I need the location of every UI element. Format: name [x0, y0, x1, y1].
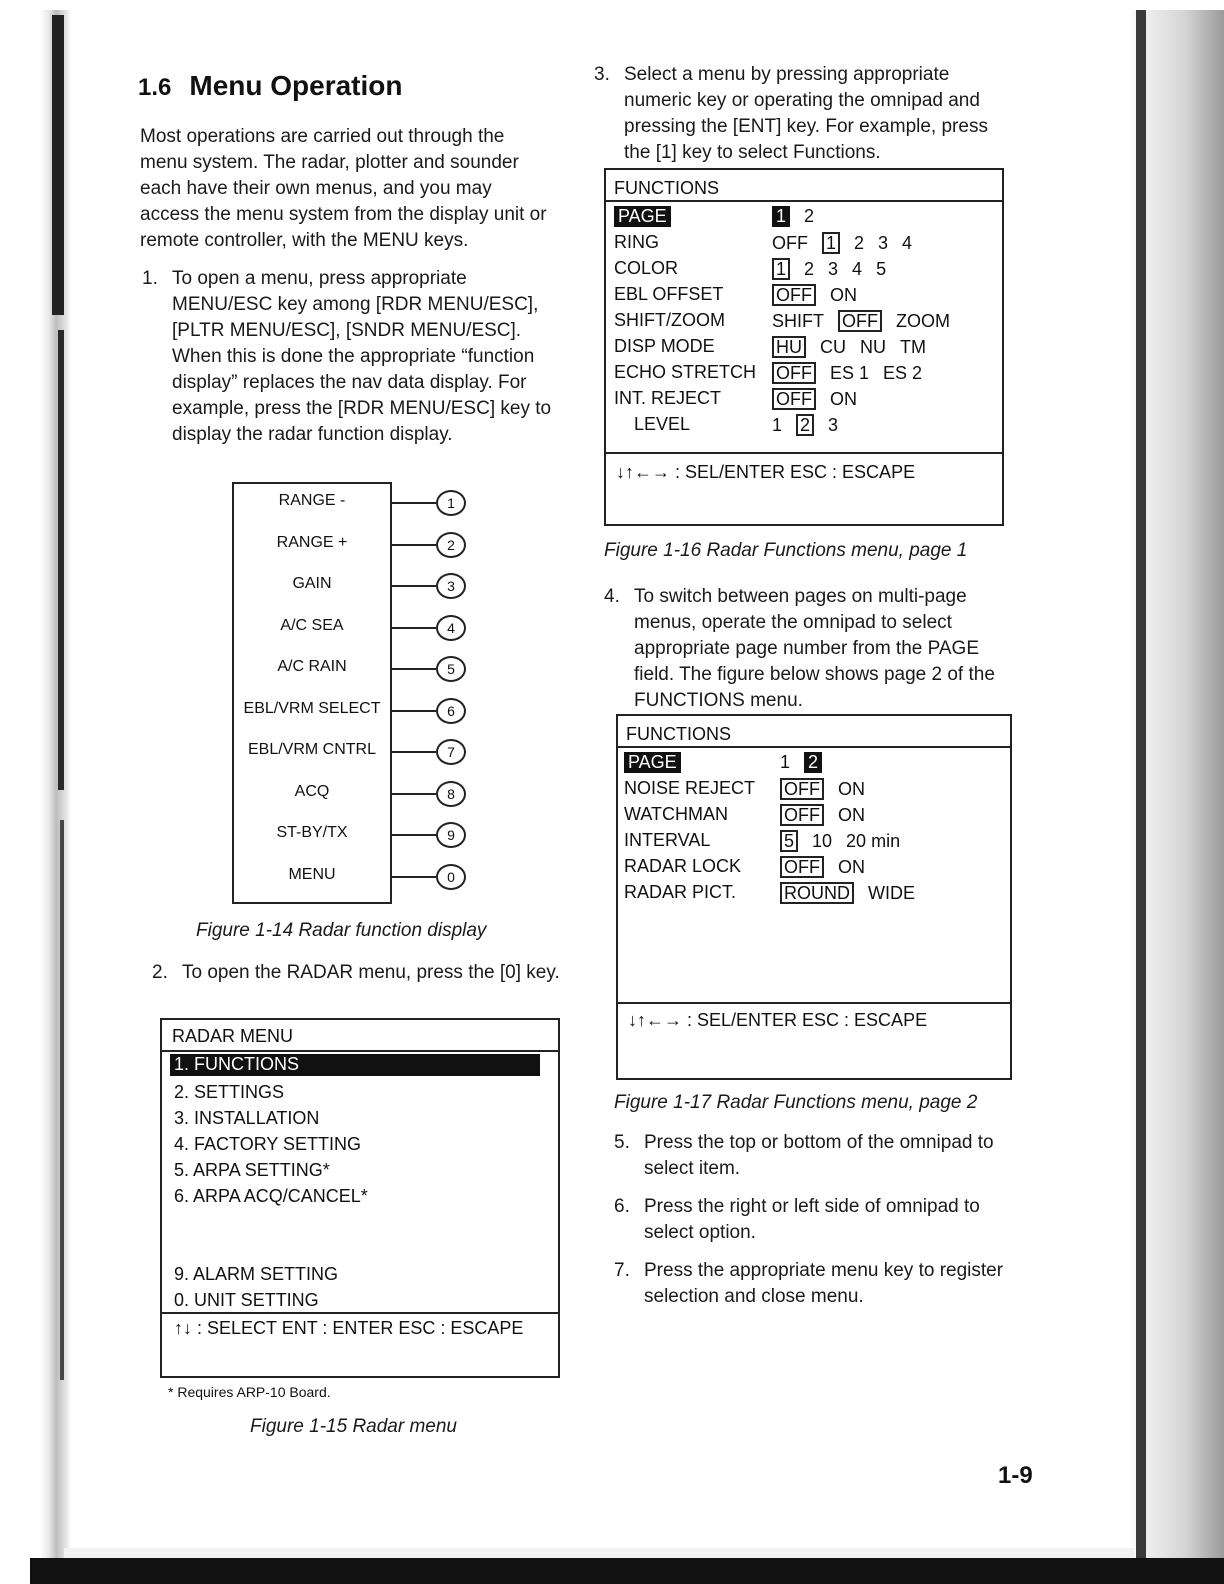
- menu-item-settings[interactable]: 2. SETTINGS: [174, 1082, 285, 1102]
- section-number: 1.6: [138, 74, 172, 101]
- divider: [162, 1050, 558, 1052]
- intro-paragraph: Most operations are carried out through the menu system. The radar, plotter and sounder each have their own menus, and you may access the menu system from the display unit or remote controller, with the MENU keys.: [140, 126, 547, 251]
- menu-item-arpa-setting[interactable]: 5. ARPA SETTING*: [174, 1160, 330, 1180]
- menu-item-arpa-acq-cancel[interactable]: 6. ARPA ACQ/CANCEL*: [174, 1186, 368, 1206]
- divider: [606, 200, 1002, 202]
- setting-options: [772, 310, 964, 332]
- setting-label[interactable]: INTERVAL: [624, 830, 711, 850]
- key-number-badge: 9: [436, 822, 466, 848]
- radar-menu: [160, 1018, 560, 1378]
- menu-item-unit-setting[interactable]: 0. UNIT SETTING: [174, 1290, 319, 1310]
- menu-footer: ↓↑←→ : SEL/ENTER ESC : ESCAPE: [628, 1010, 928, 1030]
- option-value[interactable]: ES 1: [830, 363, 870, 383]
- function-key-label[interactable]: EBL/VRM CNTRL: [247, 741, 377, 758]
- scan-shadow-left: [58, 330, 64, 790]
- option-value[interactable]: 10: [812, 831, 833, 851]
- key-connector: [390, 710, 436, 712]
- function-key-label[interactable]: MENU: [288, 865, 336, 883]
- option-value[interactable]: CU: [820, 337, 846, 357]
- setting-options: [780, 830, 914, 852]
- function-key-label[interactable]: RANGE -: [278, 492, 346, 509]
- setting-options: [780, 882, 929, 904]
- option-value[interactable]: 1: [780, 752, 791, 772]
- step-text: To open a menu, press appropriate MENU/ESC key among [RDR MENU/ESC], [PLTR MENU/ESC], [SNDR MENU/ESC]. When this is done the appropriate “function display” replaces the nav data display. For example, press the [RDR MENU/ESC] key to display the radar function display.: [172, 268, 552, 445]
- menu-title: RADAR MENU: [172, 1026, 294, 1046]
- key-number-badge: 4: [436, 615, 466, 641]
- setting-options: [772, 284, 871, 306]
- option-value[interactable]: TM: [900, 337, 926, 357]
- option-value[interactable]: 1: [772, 206, 790, 227]
- option-value[interactable]: 4: [852, 259, 863, 279]
- step-number: 2.: [152, 962, 168, 983]
- step-text: Press the appropriate menu key to register selection and close menu.: [644, 1260, 1004, 1307]
- option-value[interactable]: 2: [804, 206, 815, 226]
- functions-menu-page-2: [616, 714, 1012, 1080]
- divider: [618, 1002, 1010, 1004]
- function-key-label[interactable]: ST-BY/TX: [276, 824, 348, 841]
- setting-options: [780, 752, 836, 773]
- option-value[interactable]: 2: [854, 233, 865, 253]
- setting-options: [772, 362, 936, 384]
- menu-item-installation[interactable]: 3. INSTALLATION: [174, 1108, 320, 1128]
- divider: [618, 746, 1010, 748]
- section-title: Menu Operation: [189, 70, 403, 101]
- key-connector: [390, 876, 436, 878]
- option-value[interactable]: 2: [796, 414, 814, 436]
- setting-label[interactable]: PAGE: [614, 206, 671, 227]
- step-1: [142, 266, 554, 448]
- setting-options: [772, 414, 852, 436]
- setting-options: [780, 856, 879, 878]
- option-value[interactable]: 5: [876, 259, 887, 279]
- step-text: To switch between pages on multi-page menus, operate the omnipad to select appropriate page number from the PAGE field. The figure below shows page 2 of the FUNCTIONS menu.: [634, 586, 995, 711]
- step-text: Press the right or left side of omnipad to select option.: [644, 1196, 980, 1243]
- key-connector: [390, 502, 436, 504]
- key-connector: [390, 627, 436, 629]
- option-value[interactable]: ON: [838, 857, 865, 877]
- setting-options: [772, 336, 940, 358]
- option-value[interactable]: 1: [772, 258, 790, 280]
- setting-label[interactable]: ECHO STRETCH: [614, 362, 757, 382]
- option-value[interactable]: NU: [860, 337, 886, 357]
- option-value[interactable]: ES 2: [883, 363, 923, 383]
- step-number: 1.: [142, 268, 158, 289]
- scan-shadow-left: [60, 820, 64, 1380]
- key-number-badge: 3: [436, 573, 466, 599]
- scan-shadow-left: [52, 15, 64, 315]
- option-value[interactable]: 1: [822, 232, 840, 254]
- key-number-badge: 2: [436, 532, 466, 558]
- option-value[interactable]: ON: [830, 285, 857, 305]
- step-number: 6.: [614, 1196, 630, 1217]
- step-5: [614, 1130, 1028, 1182]
- setting-options: [772, 388, 871, 410]
- setting-label[interactable]: PAGE: [624, 752, 681, 773]
- key-connector: [390, 793, 436, 795]
- key-connector: [390, 834, 436, 836]
- step-number: 7.: [614, 1260, 630, 1281]
- step-3: [594, 62, 1008, 166]
- option-value[interactable]: OFF: [772, 362, 816, 384]
- function-key-label[interactable]: RANGE +: [276, 533, 348, 551]
- step-4: [604, 584, 1018, 714]
- step-2: [152, 960, 568, 986]
- option-value[interactable]: 20 min: [846, 831, 901, 851]
- step-number: 3.: [594, 64, 610, 85]
- functions-menu-page-1: [604, 168, 1004, 526]
- step-text: Select a menu by pressing appropriate numeric key or operating the omnipad and pressing the [ENT] key. For example, press the [1] key to select Functions.: [624, 64, 988, 163]
- function-key-label[interactable]: A/C RAIN: [277, 658, 347, 675]
- menu-item-factory-setting[interactable]: 4. FACTORY SETTING: [174, 1134, 362, 1154]
- option-value[interactable]: OFF: [772, 233, 808, 253]
- option-value[interactable]: ZOOM: [896, 311, 950, 331]
- option-value[interactable]: OFF: [772, 388, 816, 410]
- step-text: Press the top or bottom of the omnipad to select item.: [644, 1132, 994, 1179]
- figure-caption: Figure 1-14 Radar function display: [196, 920, 487, 941]
- option-value[interactable]: WIDE: [868, 883, 915, 903]
- function-key-label[interactable]: A/C SEA: [280, 616, 344, 634]
- option-value[interactable]: 2: [804, 259, 815, 279]
- function-key-label[interactable]: GAIN: [292, 575, 332, 592]
- setting-label[interactable]: RADAR LOCK: [624, 856, 742, 876]
- figure-caption: Figure 1-15 Radar menu: [250, 1416, 457, 1437]
- option-value[interactable]: 3: [828, 259, 839, 279]
- option-value[interactable]: 3: [878, 233, 889, 253]
- option-value[interactable]: 4: [902, 233, 913, 253]
- option-value[interactable]: ROUND: [780, 882, 854, 904]
- setting-options: [772, 206, 828, 227]
- setting-label[interactable]: DISP MODE: [614, 336, 715, 356]
- key-number-badge: 8: [436, 781, 466, 807]
- scan-shadow-right: [1136, 10, 1146, 1584]
- divider: [606, 452, 1002, 454]
- setting-label[interactable]: SHIFT/ZOOM: [614, 310, 725, 330]
- figure-caption: Figure 1-17 Radar Functions menu, page 2: [614, 1092, 978, 1113]
- key-number-badge: 6: [436, 698, 466, 724]
- step-text: To open the RADAR menu, press the [0] key.: [182, 962, 560, 983]
- setting-label[interactable]: EBL OFFSET: [614, 284, 724, 304]
- option-value[interactable]: OFF: [780, 804, 824, 826]
- setting-options: [780, 804, 879, 826]
- setting-label[interactable]: WATCHMAN: [624, 804, 728, 824]
- menu-item-functions[interactable]: 1. FUNCTIONS: [170, 1054, 540, 1076]
- key-number-badge: 7: [436, 739, 466, 765]
- setting-options: [772, 258, 900, 280]
- function-key-label[interactable]: EBL/VRM SELECT: [243, 699, 381, 717]
- option-value[interactable]: HU: [772, 336, 806, 358]
- step-number: 5.: [614, 1132, 630, 1153]
- menu-footer: ↓↑←→ : SEL/ENTER ESC : ESCAPE: [616, 462, 916, 482]
- option-value[interactable]: SHIFT: [772, 311, 824, 331]
- setting-options: [772, 232, 926, 254]
- option-value[interactable]: ON: [830, 389, 857, 409]
- setting-label[interactable]: NOISE REJECT: [624, 778, 756, 798]
- option-value[interactable]: OFF: [780, 778, 824, 800]
- setting-options: [780, 778, 879, 800]
- option-value[interactable]: OFF: [772, 284, 816, 306]
- option-value[interactable]: ON: [838, 805, 865, 825]
- scan-shadow-bottom: [30, 1558, 1224, 1584]
- menu-footer: ↑↓ : SELECT ENT : ENTER ESC : ESCAPE: [174, 1318, 524, 1338]
- section-heading: [138, 70, 403, 102]
- key-connector: [390, 585, 436, 587]
- option-value[interactable]: 1: [772, 415, 783, 435]
- option-value[interactable]: ON: [838, 779, 865, 799]
- option-value[interactable]: OFF: [780, 856, 824, 878]
- key-connector: [390, 751, 436, 753]
- option-value[interactable]: 5: [780, 830, 798, 852]
- option-value[interactable]: 2: [804, 752, 822, 773]
- function-key-label[interactable]: ACQ: [294, 782, 330, 800]
- setting-label[interactable]: RADAR PICT.: [624, 882, 737, 902]
- footnote: * Requires ARP-10 Board.: [168, 1384, 331, 1400]
- step-6: [614, 1194, 1028, 1246]
- option-value[interactable]: 3: [828, 415, 839, 435]
- page-number: 1-9: [998, 1462, 1033, 1489]
- step-number: 4.: [604, 586, 620, 607]
- setting-label[interactable]: INT. REJECT: [614, 388, 722, 408]
- setting-label[interactable]: LEVEL: [634, 414, 691, 434]
- key-number-badge: 0: [436, 864, 466, 890]
- key-connector: [390, 544, 436, 546]
- key-number-badge: 1: [436, 490, 466, 516]
- menu-item-alarm-setting[interactable]: 9. ALARM SETTING: [174, 1264, 339, 1284]
- figure-caption: Figure 1-16 Radar Functions menu, page 1: [604, 540, 968, 561]
- divider: [162, 1312, 558, 1314]
- option-value[interactable]: OFF: [838, 310, 882, 332]
- menu-title: FUNCTIONS: [626, 724, 731, 744]
- setting-label[interactable]: RING: [614, 232, 659, 252]
- key-connector: [390, 668, 436, 670]
- key-number-badge: 5: [436, 656, 466, 682]
- setting-label[interactable]: COLOR: [614, 258, 679, 278]
- step-7: [614, 1258, 1028, 1310]
- menu-title: FUNCTIONS: [614, 178, 719, 198]
